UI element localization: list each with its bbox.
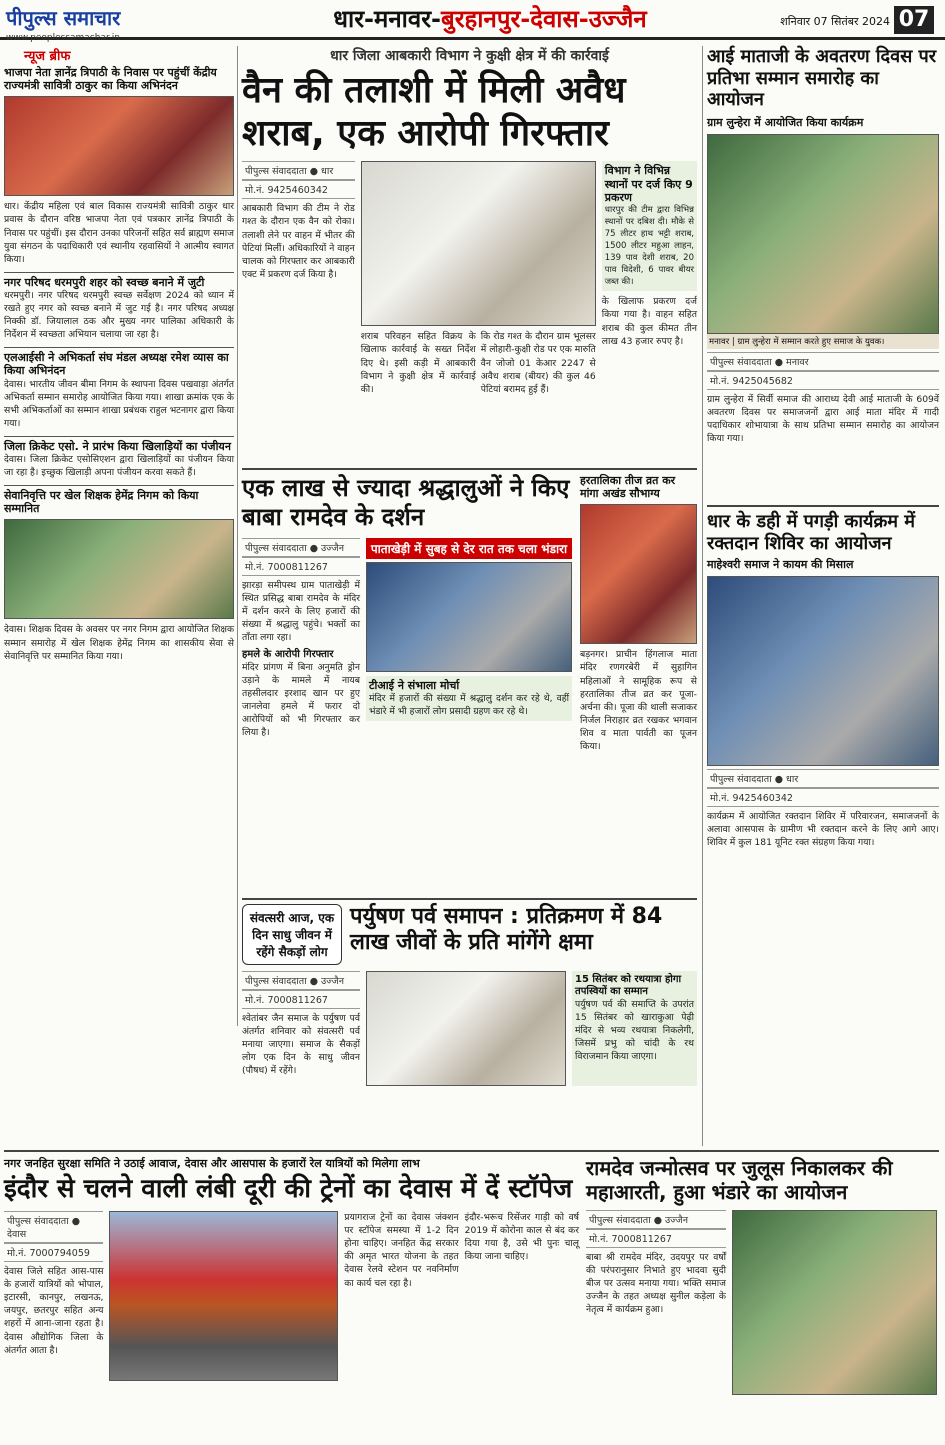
region-black: धार-मनावर- xyxy=(333,5,442,33)
lead-byline: पीपुल्स संवाददाता ● धार xyxy=(242,161,355,180)
story2-body: धरमपुरी। नगर परिषद धरमपुरी स्वच्छ सर्वेक्षण 2024 को ध्यान में रखते हुए नगर को स्वच्छ बनाने में जुट गई है। नगर परिषद अध्यक्ष निक्की डॉ. जियालाल ठक और मुख्य नगर पालिका अधिकारी के निर्देशन में स्वच्छता अभियान चलाया जा रहा है। xyxy=(4,289,234,341)
right-mobile: मो.नं. 9425045682 xyxy=(707,371,939,390)
teej-body: बड़नगर। प्राचीन हिंगलाज माता मंदिर रणगरबेरी में सुहागिन महिलाओं ने सामूहिक रूप से हरतालिका तीज व्रत कर पूजा-अर्चना की। पूजा की थाली सजाकर निर्जल निराहार व्रत रखकर भगवान शिव व माता पार्वती का पूजन किया। xyxy=(580,649,697,752)
right-subhead2: माहेश्वरी समाज ने कायम की मिसाल xyxy=(707,558,854,572)
procession-body: बाबा श्री रामदेव मंदिर, उदयपुर पर वर्षों की परंपरानुसार निभाते हुए भादवा सुदी बीज पर उत्सव मनाया गया। भक्ति समाज उज्जैन के तहत अध्यक्ष सुनील कड़ेला के नेतृत्व में कार्यक्रम हुआ। xyxy=(586,1252,726,1316)
right-photo xyxy=(707,134,939,334)
train-story xyxy=(4,1156,579,1441)
paryushan-headline: पर्युषण पर्व समापन : प्रतिक्रमण में 84 लाख जीवों के प्रति मांगेंगे क्षमा xyxy=(350,904,663,956)
lead-mobile: मो.नं. 9425460342 xyxy=(242,180,355,199)
paryushan-quote: संवत्सरी आज, एक दिन साधु जीवन में रहेंगे सैकड़ों लोग xyxy=(242,904,342,965)
issue-date: शनिवार 07 सितंबर 2024 xyxy=(780,15,890,28)
ramdev-photo xyxy=(366,562,572,672)
paryushan-side-body: पर्युषण पर्व की समाप्ति के उपरांत 15 सितंबर को खाराकुआ पेढ़ी मंदिर से भव्य रथयात्रा निकलेगी, जिसमें प्रभु को चांदी के रथ विराजमान किया जाएगा। xyxy=(575,999,694,1063)
section-rule xyxy=(4,1150,939,1152)
masthead xyxy=(0,0,945,43)
ramdev-byline: पीपुल्स संवाददाता ● उज्जैन xyxy=(242,538,360,557)
region-red: बुरहानपुर-देवास-उज्जैन xyxy=(441,5,647,33)
train-mobile: मो.नं. 7000794059 xyxy=(4,1243,103,1262)
train-headline: इंदौर से चलने वाली लंबी दूरी की ट्रेनों का देवास में दें स्टॉपेज xyxy=(4,1174,573,1204)
ramdev-arrest-body: मंदिर प्रांगण में बिना अनुमति ड्रोन उड़ाने के मामले में नायब तहसीलदार इरशाद खान पर हुए जानलेवा हमले में फरार दो आरोपियों को भी गिरफ्तार कर लिया है। xyxy=(242,661,360,739)
procession-byline: पीपुल्स संवाददाता ● उज्जैन xyxy=(586,1210,726,1229)
teej-story xyxy=(580,474,697,894)
ramdev-box-title: टीआई ने संभाला मोर्चा xyxy=(369,678,460,692)
story2-title: नगर परिषद धरमपुरी शहर को स्वच्छ बनाने में जुटी xyxy=(4,272,234,289)
brand-name: पीपुल्स समाचार xyxy=(6,6,121,30)
page-number: 07 xyxy=(894,6,934,34)
ramdev-headline: एक लाख से ज्यादा श्रद्धालुओं ने किए बाबा रामदेव के दर्शन xyxy=(242,474,570,531)
paryushan-side-title: 15 सितंबर को रथयात्रा होगा तपस्वियों का सम्मान xyxy=(575,974,682,997)
teej-photo xyxy=(580,504,697,644)
lead-body2: शराब परिवहन सहित विक्रय के खिलाफ कार्रवाई के सख्त निर्देश दिए थे। इसी कड़ी में आबकारी विभाग ने कुक्षी क्षेत्र में कार्रवाई की। xyxy=(360,331,476,395)
left-column xyxy=(4,46,234,1026)
lead-kicker: धार जिला आबकारी विभाग ने कुक्षी क्षेत्र में की कार्रवाई xyxy=(330,48,609,64)
column-divider xyxy=(237,46,238,1026)
right-column xyxy=(707,46,939,1146)
lead-body1: आबकारी विभाग की टीम ने रोड गश्त के दौरान एक वैन को रोका। तलाशी लेने पर वाहन में भीतर की पेटियां मिलीं। अधिकारियों ने वाहन चालक को गिरफ्तार कर आबकारी एक्ट में प्रकरण दर्ज किया है। xyxy=(242,203,355,280)
train-photo xyxy=(109,1211,338,1381)
paryushan-mobile: मो.नं. 7000811267 xyxy=(242,990,360,1009)
ramdev-mobile: मो.नं. 7000811267 xyxy=(242,557,360,576)
lead-sidebar-body2: के खिलाफ प्रकरण दर्ज किया गया है। वाहन सहित शराब की कुल कीमत तीन लाख 43 हजार रुपए है। xyxy=(601,296,697,347)
lead-body3: कि रोड गश्त के दौरान ग्राम भूलसर में लोहारी-कुक्षी रोड पर एक मारुति वैन जोजो 01 केआर 2247 से अवैध शराब (बीयर) की कुल 46 पेटियां बरामद हुई हैं। xyxy=(480,331,596,395)
news-brief-label: न्यूज ब्रीफ xyxy=(24,49,71,64)
right-headline2: धार के डही में पगड़ी कार्यक्रम में रक्तदान शिविर का आयोजन xyxy=(707,505,939,554)
train-body2: प्रयागराज ट्रेनों का देवास जंक्शन पर स्टॉपेज समस्या में 1-2 दिन होना चाहिए। जनहित केंद्र सरकार की अमृत भारत योजना के तहत देवास रेलवे स्टेशन पर नवनिर्माण का कार्य चल रहा है। xyxy=(344,1212,459,1289)
lead-photo xyxy=(361,161,596,326)
train-body3: इंदौर-भरूच रिसेंजर गाड़ी को वर्ष 2019 में कोरोना काल से बंद कर दिया गया है, उसे भी पुनः चालू किया जाना चाहिए। xyxy=(464,1212,579,1263)
story1-body: धार। केंद्रीय महिला एवं बाल विकास राज्यमंत्री सावित्री ठाकुर धार प्रवास के दौरान वरिष्ठ भाजपा नेता एवं पत्रकार ज्ञानेंद्र त्रिपाठी के निवास पर पहुंचीं। इस दौरान उनका परिजनों सहित सर्व ब्राह्मण समाज युवा संगठन के पदाधिकारी एवं स्थानीय रहवासियों ने आत्मीय स्वागत किया। xyxy=(4,201,234,265)
section-rule xyxy=(242,468,697,470)
story4-title: जिला क्रिकेट एसो. ने प्रारंभ किया खिलाड़ियों का पंजीयन xyxy=(4,436,234,453)
brand-url: www.peoplessamachar.in xyxy=(6,33,120,43)
ramdev-story xyxy=(242,474,572,894)
procession-story xyxy=(586,1156,939,1441)
blood-donation-photo xyxy=(707,576,939,766)
ramdev-box xyxy=(366,676,572,721)
paryushan-body: श्वेतांबर जैन समाज के पर्युषण पर्व अंतर्गत शनिवार को संवत्सरी पर्व मनाया जाएगा। समाज के सैकड़ों लोग एक दिन के साधु जीवन (पौषध) में रहेंगे। xyxy=(242,1013,360,1077)
newspaper-brand xyxy=(6,4,166,43)
ramdev-box-body: मंदिर में हजारों की संख्या में श्रद्धालु दर्शन कर रहे थे, वहीं भंडारे में भी हजारों लोग प्रसादी ग्रहण कर रहे थे। xyxy=(369,692,569,717)
ramdev-arrest-title: हमले के आरोपी गिरफ्तार xyxy=(242,648,334,660)
column-divider xyxy=(702,46,703,1146)
paryushan-photo xyxy=(366,971,566,1086)
teej-title: हरतालिका तीज व्रत कर मांगा अखंड सौभाग्य xyxy=(580,474,676,501)
right-body: ग्राम लुन्हेरा में सिर्वी समाज की आराध्य देवी आई माताजी के 609वें अवतरण दिवस पर समाजजनों द्वारा आई माता मंदिर में गादी पदाधिकार शोभायात्रा के साथ प्रतिभा सम्मान समारोह का आयोजन किया गया। xyxy=(707,393,939,444)
paryushan-sidebar xyxy=(572,971,697,1086)
right-body2: कार्यक्रम में आयोजित रक्तदान शिविर में परिवारजन, समाजजनों के अलावा आसपास के ग्रामीण भी रक्तदान करने के लिए आगे आए। शिविर में कुल 181 यूनिट रक्त संग्रहण किया गया। xyxy=(707,811,939,849)
train-kicker: नगर जनहित सुरक्षा समिति ने उठाई आवाज, देवास और आसपास के हजारों रेल यात्रियों को मिलेगा लाभ xyxy=(4,1157,420,1170)
story5-body: देवास। शिक्षक दिवस के अवसर पर नगर निगम द्वारा आयोजित शिक्षक सम्मान समारोह में खेल शिक्षक हेमेंद्र निगम का शासकीय सेवा से सेवानिवृत्ति पर सम्मानित किया गया। xyxy=(4,624,235,662)
right-headline: आई माताजी के अवतरण दिवस पर प्रतिभा सम्मान समारोह का आयोजन xyxy=(707,46,937,111)
ramdev-strip: पाताखेड़ी में सुबह से देर रात तक चला भंडारा xyxy=(366,538,572,559)
right-caption: मनावर | ग्राम लुन्हेरा में सम्मान करते हुए समाज के युवक। xyxy=(707,334,939,349)
procession-headline: रामदेव जन्मोत्सव पर जुलूस निकालकर की महाआरती, हुआ भंडारे का आयोजन xyxy=(586,1156,893,1204)
ramdev-body: झारड़ा समीपस्थ ग्राम पाताखेड़ी में स्थित प्रसिद्ध बाबा रामदेव के मंदिर में दर्शन करने के लिए हजारों की संख्या में श्रद्धालु पहुंचे। भक्तों का ताँता लगा रहा। xyxy=(242,579,360,643)
lead-story xyxy=(242,46,697,466)
lead-sidebar xyxy=(602,161,697,291)
right-mobile2: मो.नं. 9425460342 xyxy=(707,788,939,807)
paryushan-byline: पीपुल्स संवाददाता ● उज्जैन xyxy=(242,971,360,990)
story3-title: एलआईसी ने अभिकर्ता संघ मंडल अध्यक्ष रमेश व्यास का किया अभिनंदन xyxy=(4,347,234,377)
train-body: देवास जिले सहित आस-पास के हजारों यात्रियों को भोपाल, इटारसी, कानपुर, लखनऊ, जयपुर, छतरपुर सहित अन्य शहरों में आना-जाना रहता है। देवास औद्योगिक जिला के अंतर्गत आता है। xyxy=(4,1266,104,1356)
lead-sidebar-body: धारपुर की टीम द्वारा विभिन्न स्थानों पर दबिश दी। मौके से 75 लीटर हाथ भट्टी शराब, 1500 लीटर महुआ लाहन, 139 पाव देशी शराब, 20 पाव विदेशी, 6 पावर बीयर जब्त की। xyxy=(604,204,694,288)
story1-photo xyxy=(4,96,234,196)
section-rule xyxy=(242,898,697,900)
right-subhead: ग्राम लुन्हेरा में आयोजित किया कार्यक्रम xyxy=(707,115,864,129)
page-region-title xyxy=(300,2,680,38)
story1-title: भाजपा नेता ज्ञानेंद्र त्रिपाठी के निवास पर पहुंचीं केंद्रीय राज्यमंत्री सावित्री ठाकुर का किया अभिनंदन xyxy=(4,66,217,93)
story3-body: देवास। भारतीय जीवन बीमा निगम के स्थापना दिवस पखवाड़ा अंतर्गत अभिकर्ता सम्मान समारोह आयोजित किया गया। शाखा क्रमांक एक के सभी अभिकर्ताओं का सम्मान शाखा प्रबंधक राहुल भटनागर द्वारा किया गया। xyxy=(4,378,235,429)
right-byline: पीपुल्स संवाददाता ● मनावर xyxy=(707,352,939,371)
lead-sidebar-title: विभाग ने विभिन्न स्थानों पर दर्ज किए 9 प्रकरण xyxy=(604,164,693,204)
story5-photo xyxy=(4,519,234,619)
procession-photo xyxy=(732,1210,937,1395)
paryushan-story xyxy=(242,904,697,1144)
procession-mobile: मो.नं. 7000811267 xyxy=(586,1229,726,1248)
story5-title: सेवानिवृत्ति पर खेल शिक्षक हेमेंद्र निगम को किया सम्मानित xyxy=(4,485,234,515)
train-byline: पीपुल्स संवाददाता ● देवास xyxy=(4,1211,103,1243)
right-byline2: पीपुल्स संवाददाता ● धार xyxy=(707,769,939,788)
lead-headline: वैन की तलाशी में मिली अवैध शराब, एक आरोपी गिरफ्तार xyxy=(242,70,626,155)
story4-body: देवास। जिला क्रिकेट एसोसिएशन द्वारा खिलाड़ियों का पंजीयन किया जा रहा है। इच्छुक खिलाड़ी अपना पंजीयन करवा सकते हैं। xyxy=(4,453,234,478)
